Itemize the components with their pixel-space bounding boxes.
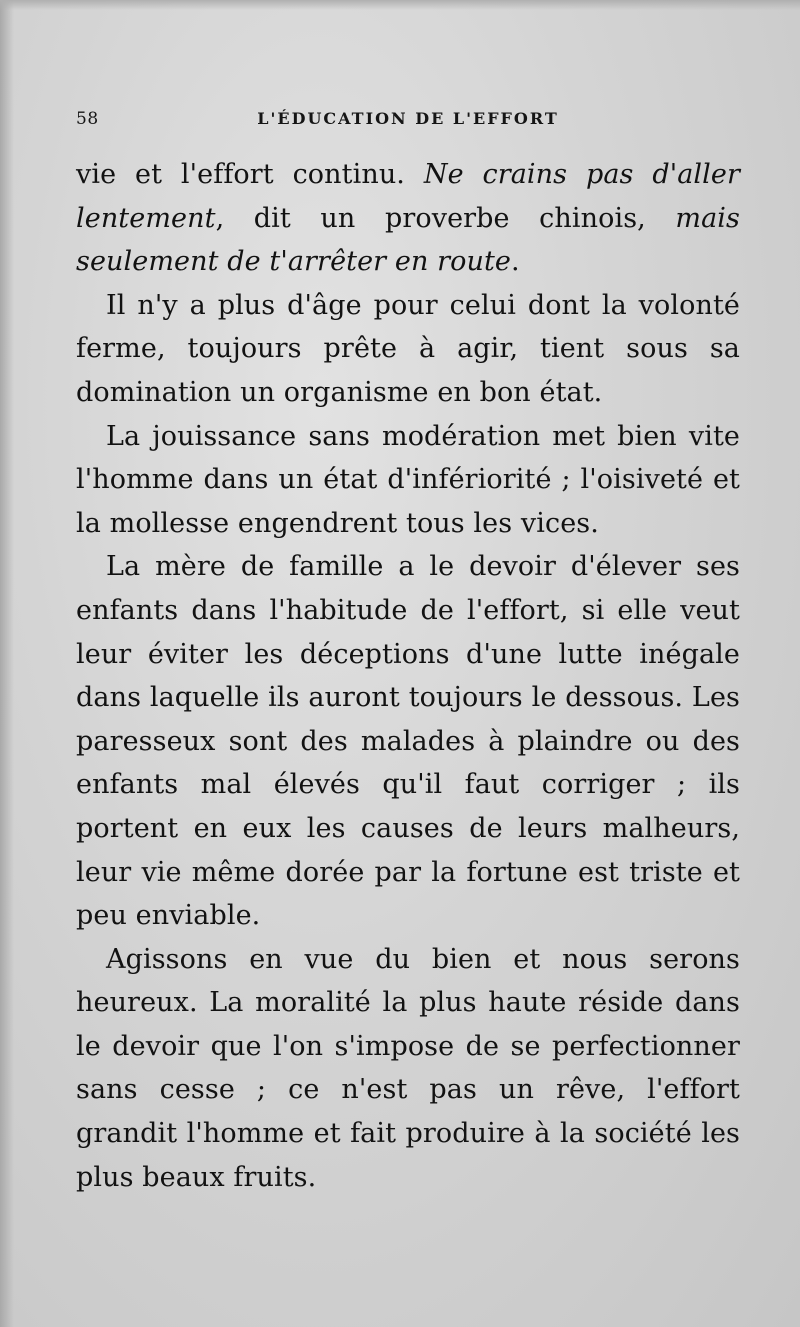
italic-proverb-end: mais seulement de t'arrêter en route	[76, 202, 740, 278]
running-title: L'ÉDUCATION DE L'EFFORT	[257, 109, 559, 128]
paragraph-2: Il n'y a plus d'âge pour celui dont la volonté ferme, toujours prête à agir, tient sous sa domination un organisme en bon état.	[76, 289, 740, 408]
italic-proverb: Ne crains pas d'aller lentement	[76, 159, 740, 234]
text-run: , dit un proverbe chinois,	[215, 202, 676, 234]
page-number: 58	[76, 109, 99, 129]
paragraph-5: Agissons en vue du bien et nous serons heureux. La moralité la plus haute réside dans le devoir que l'on s'impose de se perfectionner sans cesse ; ce n'est pas un rêve, l'effort grandit l'homme et fait produire à la société les plus beaux fruits.	[76, 943, 740, 1193]
paragraph-1	[76, 153, 740, 284]
paragraph-4: La mère de famille a le devoir d'élever ses enfants dans l'habitude de l'effort, si elle veut leur éviter les déceptions d'une lutte inégale dans laquelle ils auront toujours le dessous. Les paresseux sont des malades à plaindre ou des enfants mal élevés qu'il faut corriger ; ils portent en eux les causes de leurs malheurs, leur vie même dorée par la fortune est triste et peu enviable.	[76, 551, 740, 932]
page-header	[76, 103, 740, 133]
body-text	[76, 153, 740, 1199]
text-run: vie et l'effort continu.	[76, 159, 424, 190]
text-run: .	[511, 246, 520, 278]
paragraph-3: La jouissance sans modération met bien vite l'homme dans un état d'infériorité ; l'oisiveté et la mollesse engendrent tous les vices.	[76, 420, 740, 539]
